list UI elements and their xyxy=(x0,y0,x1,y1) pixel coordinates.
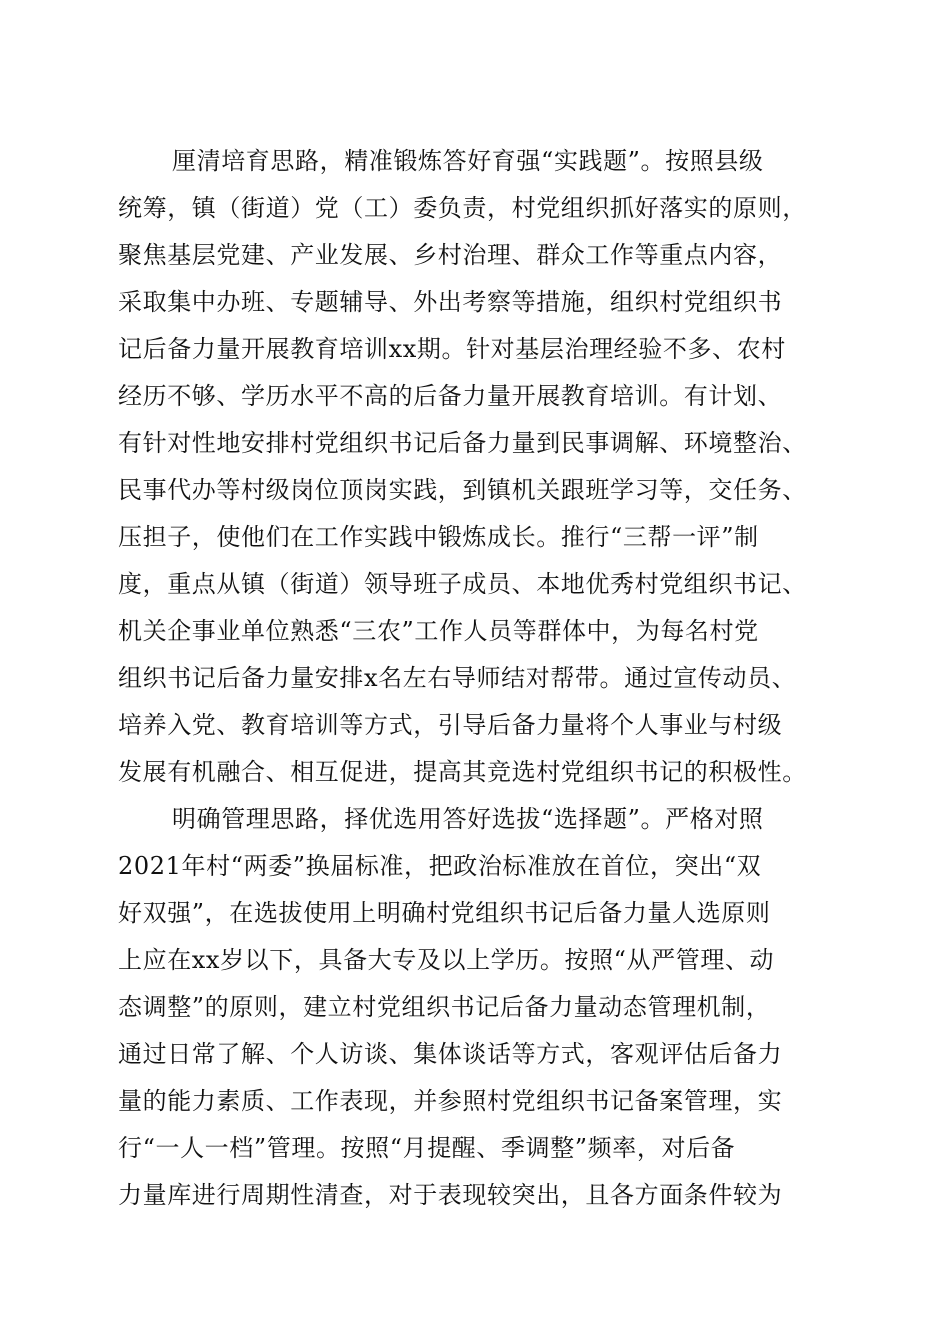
paragraph-1-line-6: 经历不够、学历水平不高的后备力量开展教育培训。有计划、 xyxy=(118,382,783,410)
paragraph-1-line-12: 组织书记后备力量安排x名左右导师结对帮带。通过宣传动员、 xyxy=(118,664,797,692)
paragraph-1-line-4: 采取集中办班、专题辅导、外出考察等措施，组织村党组织书 xyxy=(118,288,783,316)
paragraph-1-line-8: 民事代办等村级岗位顶岗实践，到镇机关跟班学习等，交任务、 xyxy=(118,476,807,504)
paragraph-1-line-2: 统筹，镇（街道）党（工）委负责，村党组织抓好落实的原则， xyxy=(118,194,807,222)
paragraph-2-line-9: 力量库进行周期性清查，对于表现较突出，且各方面条件较为 xyxy=(118,1181,783,1209)
paragraph-2-line-5: 态调整”的原则，建立村党组织书记后备力量动态管理机制， xyxy=(118,993,771,1021)
paragraph-1-line-9: 压担子，使他们在工作实践中锻炼成长。推行“三帮一评”制 xyxy=(118,523,759,551)
paragraph-1-line-11: 机关企事业单位熟悉“三农”工作人员等群体中，为每名村党 xyxy=(118,617,759,645)
paragraph-2-line-7: 量的能力素质、工作表现，并参照村党组织书记备案管理，实 xyxy=(118,1087,783,1115)
paragraph-1-line-5: 记后备力量开展教育培训xx期。针对基层治理经验不多、农村 xyxy=(118,335,786,363)
paragraph-1-line-3: 聚焦基层党建、产业发展、乡村治理、群众工作等重点内容， xyxy=(118,241,783,269)
paragraph-2-line-6: 通过日常了解、个人访谈、集体谈话等方式，客观评估后备力 xyxy=(118,1040,783,1068)
paragraph-1-line-1: 厘清培育思路，精准锻炼答好育强“实践题”。按照县级 xyxy=(172,147,764,175)
paragraph-1-line-14: 发展有机融合、相互促进，提高其竞选村党组织书记的积极性。 xyxy=(118,758,807,786)
paragraph-1-line-7: 有针对性地安排村党组织书记后备力量到民事调解、环境整治、 xyxy=(118,429,807,457)
paragraph-2-line-4: 上应在xx岁以下，具备大专及以上学历。按照“从严管理、动 xyxy=(118,946,775,974)
paragraph-2-line-1: 明确管理思路，择优选用答好选拔“选择题”。严格对照 xyxy=(172,805,764,833)
paragraph-1-line-13: 培养入党、教育培训等方式，引导后备力量将个人事业与村级 xyxy=(118,711,783,739)
paragraph-2-line-3: 好双强”，在选拔使用上明确村党组织书记后备力量人选原则 xyxy=(118,899,771,927)
paragraph-2-line-8: 行“一人一档”管理。按照“月提醒、季调整”频率，对后备 xyxy=(118,1134,736,1162)
paragraph-2-line-2: 2021年村“两委”换届标准，把政治标准放在首位，突出“双 xyxy=(118,852,762,880)
paragraph-1-line-10: 度，重点从镇（街道）领导班子成员、本地优秀村党组织书记、 xyxy=(118,570,807,598)
